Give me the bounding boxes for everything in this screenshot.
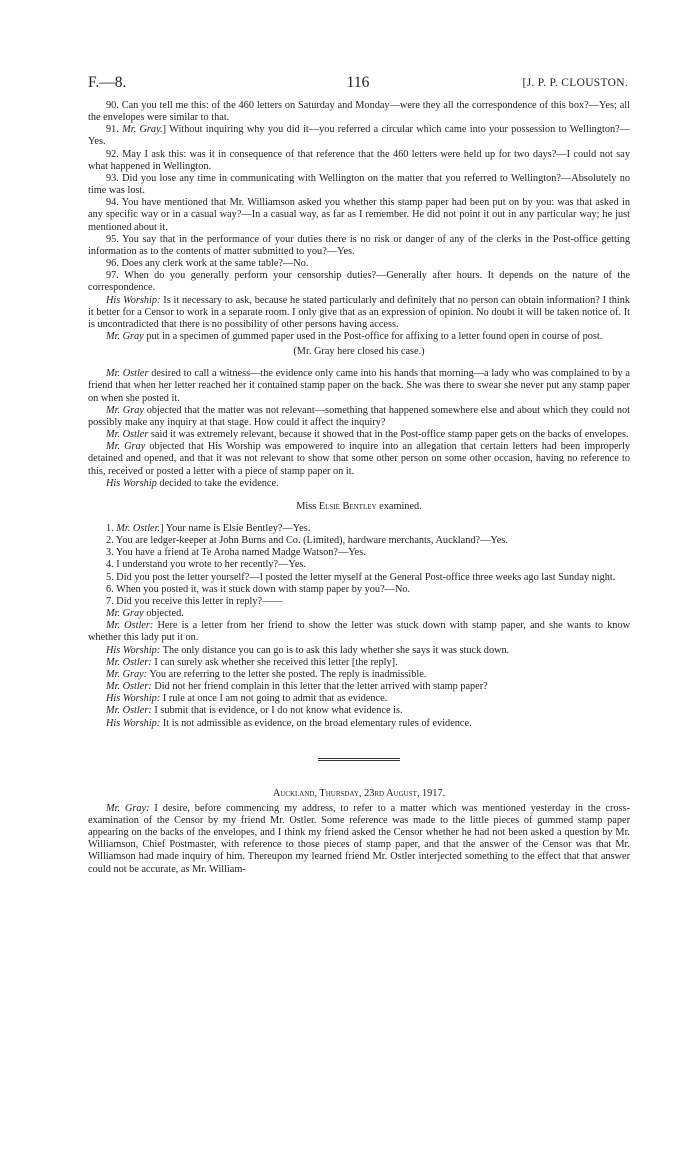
- speaker: Mr. Gray: [106, 441, 146, 453]
- speaker: His Worship:: [106, 693, 161, 705]
- statement: [88, 669, 630, 681]
- statement: [88, 681, 630, 693]
- statement-text: desired to call a witness—the evidence only came into his hands that morning—a lady who was complained to by a friend that when her letter reached her it contained stamp paper on the back. She was there to swear she never put any stamp paper on when she posted it.: [88, 368, 630, 404]
- statement: [88, 368, 630, 404]
- statement-text: decided to take the evidence.: [156, 477, 279, 489]
- speaker: Mr. Ostler:: [106, 656, 152, 668]
- witness-question-5: 5. Did you post the letter yourself?—I posted the letter myself at the General Post-office three weeks ago last Sunday night.: [106, 571, 616, 583]
- question-93: 93. Did you lose any time in communicating with Wellington on the matter that you referred to Wellington?—Absolutely no time was lost.: [88, 172, 630, 197]
- document-reference: F.—8.: [88, 74, 127, 91]
- case-closed-note: (Mr. Gray here closed his case.): [293, 346, 425, 358]
- statement-text: objected.: [143, 608, 184, 620]
- speaker: Mr. Ostler:: [106, 705, 152, 717]
- statement-text: objected that His Worship was empowered to inquire into an allegation that certain letters had been improperly detained and opened, and that it was not relevant to show that some other person on some other occasion, having no reference to this, received or posted a letter with a piece of stamp paper on it.: [88, 441, 630, 477]
- statement: [88, 718, 630, 730]
- statement-text: put in a specimen of gummed paper used in the Post-office for affixing to a letter found open in course of post.: [143, 330, 603, 342]
- statement: [88, 645, 630, 657]
- speaker: His Worship:: [106, 644, 161, 656]
- speaker: Mr. Ostler: [106, 429, 149, 441]
- heading-prefix: Miss: [296, 500, 319, 512]
- speaker: His Worship:: [106, 294, 161, 306]
- question-94: 94. You have mentioned that Mr. Williamson asked you whether this stamp paper had been put on by you: was that asked in any specific way or in a casual way?—In a casual way, as far as I remember. He did not point it out in any particular way; he just mentioned about it.: [88, 197, 630, 233]
- witness-name: Elsie Bentley: [318, 500, 377, 512]
- question-90: 90. Can you tell me this: of the 460 letters on Saturday and Monday—were they all the correspondence of this box?—Yes; all the envelopes were similar to that.: [88, 100, 630, 124]
- speaker: Mr. Gray: [106, 404, 144, 416]
- statement: [88, 803, 630, 876]
- speaker: Mr. Gray.: [122, 124, 163, 136]
- statement-text: Did not her friend complain in this letter that the letter arrived with stamp paper?: [151, 681, 488, 693]
- statement-text: I rule at once I am not going to admit that as evidence.: [160, 693, 388, 705]
- question-97: 97. When do you generally perform your censorship duties?—Generally after hours. It depends on the nature of the correspondence.: [88, 270, 630, 294]
- statement-text: I can surely ask whether she received this letter [the reply].: [151, 656, 398, 668]
- statement: [88, 608, 630, 620]
- statement-text: objected that the matter was not relevant—something that happened somewhere else and about which they could not possibly make any inquiry at that stage. How could it affect the inquiry?: [88, 404, 630, 428]
- question-text: ] Your name is Elsie Bentley?—Yes.: [160, 523, 311, 534]
- statement-text: I desire, before commencing my address, to refer to a matter which was mentioned yesterday in the cross-examination of the Censor by my friend Mr. Ostler. Some reference was made to the little pieces of gummed stamp paper appearing on the backs of the envelopes, and I think my friend asked the Censor whether he had not been asked a question by Mr. Williamson, Chief Postmaster, with reference to those pieces of stamp paper, and that the answer of the Censor was that Mr. Williamson had made inquiry of him. Thereupon my learned friend Mr. Ostler interjected something to the effect that that answer could not be accurate, as Mr. William-: [88, 802, 631, 875]
- question-text: ] Without inquiring why you did it—you referred a circular which came into your possession to Wellington?—Yes.: [88, 124, 630, 148]
- speaker: Mr. Gray: [106, 608, 144, 620]
- statement-text: Here is a letter from her friend to show the letter was stuck down with stamp paper, and she wants to know whether this lady put it on.: [88, 620, 631, 644]
- statement: [88, 295, 630, 331]
- statement: [88, 478, 630, 490]
- statement-text: Is it necessary to ask, because he stated particularly and definitely that no person can obtain information? I think it better for a Censor to work in a separate room. I only give that as an expression of opinion. No doubt it will be taken notice of. It is uncontradicted that there is no possibility of other persons having access.: [88, 294, 631, 330]
- page-header: [88, 74, 628, 96]
- speaker: Mr. Gray:: [106, 668, 148, 680]
- speaker: Mr. Gray: [106, 330, 144, 342]
- statement: [88, 441, 630, 477]
- speaker: Mr. Ostler: [106, 368, 149, 380]
- speaker: Mr. Ostler:: [106, 620, 154, 632]
- session-heading: Auckland, Thursday, 23rd August, 1917.: [272, 787, 446, 799]
- speaker: His Worship: [106, 477, 157, 489]
- statement: [88, 429, 630, 441]
- statement-text: The only distance you can go is to ask this lady whether she says it was stuck down.: [160, 644, 510, 656]
- statement: [88, 331, 630, 343]
- statement: [88, 405, 630, 429]
- statement-text: I submit that is evidence, or I do not know what evidence is.: [151, 705, 403, 717]
- witness-question-6: 6. When you posted it, was it stuck down with stamp paper by you?—No.: [106, 583, 411, 595]
- witness-heading: [88, 501, 630, 513]
- heading-suffix: examined.: [376, 500, 422, 512]
- witness-question-2: 2. You are ledger-keeper at John Burns and Co. (Limited), hardware merchants, Auckland?—Yes.: [106, 535, 508, 547]
- witness-question-1: [88, 523, 630, 535]
- statement-text: said it was extremely relevant, because it showed that in the Post-office stamp paper gets on the backs of envelopes.: [148, 429, 629, 441]
- question-95: 95. You say that in the performance of your duties there is no risk or danger of any of the clerks in the Post-office getting information as to the contents of matter submitted to you?—Yes.: [88, 233, 630, 257]
- witness-question-7: 7. Did you receive this letter in reply?——: [106, 595, 283, 607]
- statement-text: You are referring to the letter she posted. The reply is inadmissible.: [147, 668, 427, 680]
- statement: [88, 657, 630, 669]
- document-body: [88, 100, 630, 876]
- statement: [88, 620, 630, 644]
- statement: [88, 693, 630, 705]
- speaker: Mr. Ostler:: [106, 681, 152, 693]
- witness-question-3: 3. You have a friend at Te Aroha named Madge Watson?—Yes.: [106, 547, 366, 559]
- speaker: His Worship:: [106, 717, 161, 729]
- question-number: 91.: [106, 124, 123, 136]
- question-92: 92. May I ask this: was it in consequence of that reference that the 460 letters were held up for two days?—I could not say what happened in Wellington.: [88, 148, 630, 172]
- speaker: Mr. Gray:: [106, 802, 150, 814]
- question-91: [88, 124, 630, 148]
- page-number: 116: [346, 74, 370, 91]
- statement-text: It is not admissible as evidence, on the broad elementary rules of evidence.: [160, 717, 472, 729]
- statement: [88, 705, 630, 717]
- witness-running-head: [J. P. P. CLOUSTON.: [522, 77, 628, 89]
- question-96: 96. Does any clerk work at the same table?—No.: [106, 258, 309, 270]
- section-divider: [318, 758, 400, 761]
- speaker: Mr. Ostler.: [116, 523, 161, 534]
- witness-question-4: 4. I understand you wrote to her recently?—Yes.: [106, 559, 306, 571]
- question-number: 1.: [106, 523, 117, 534]
